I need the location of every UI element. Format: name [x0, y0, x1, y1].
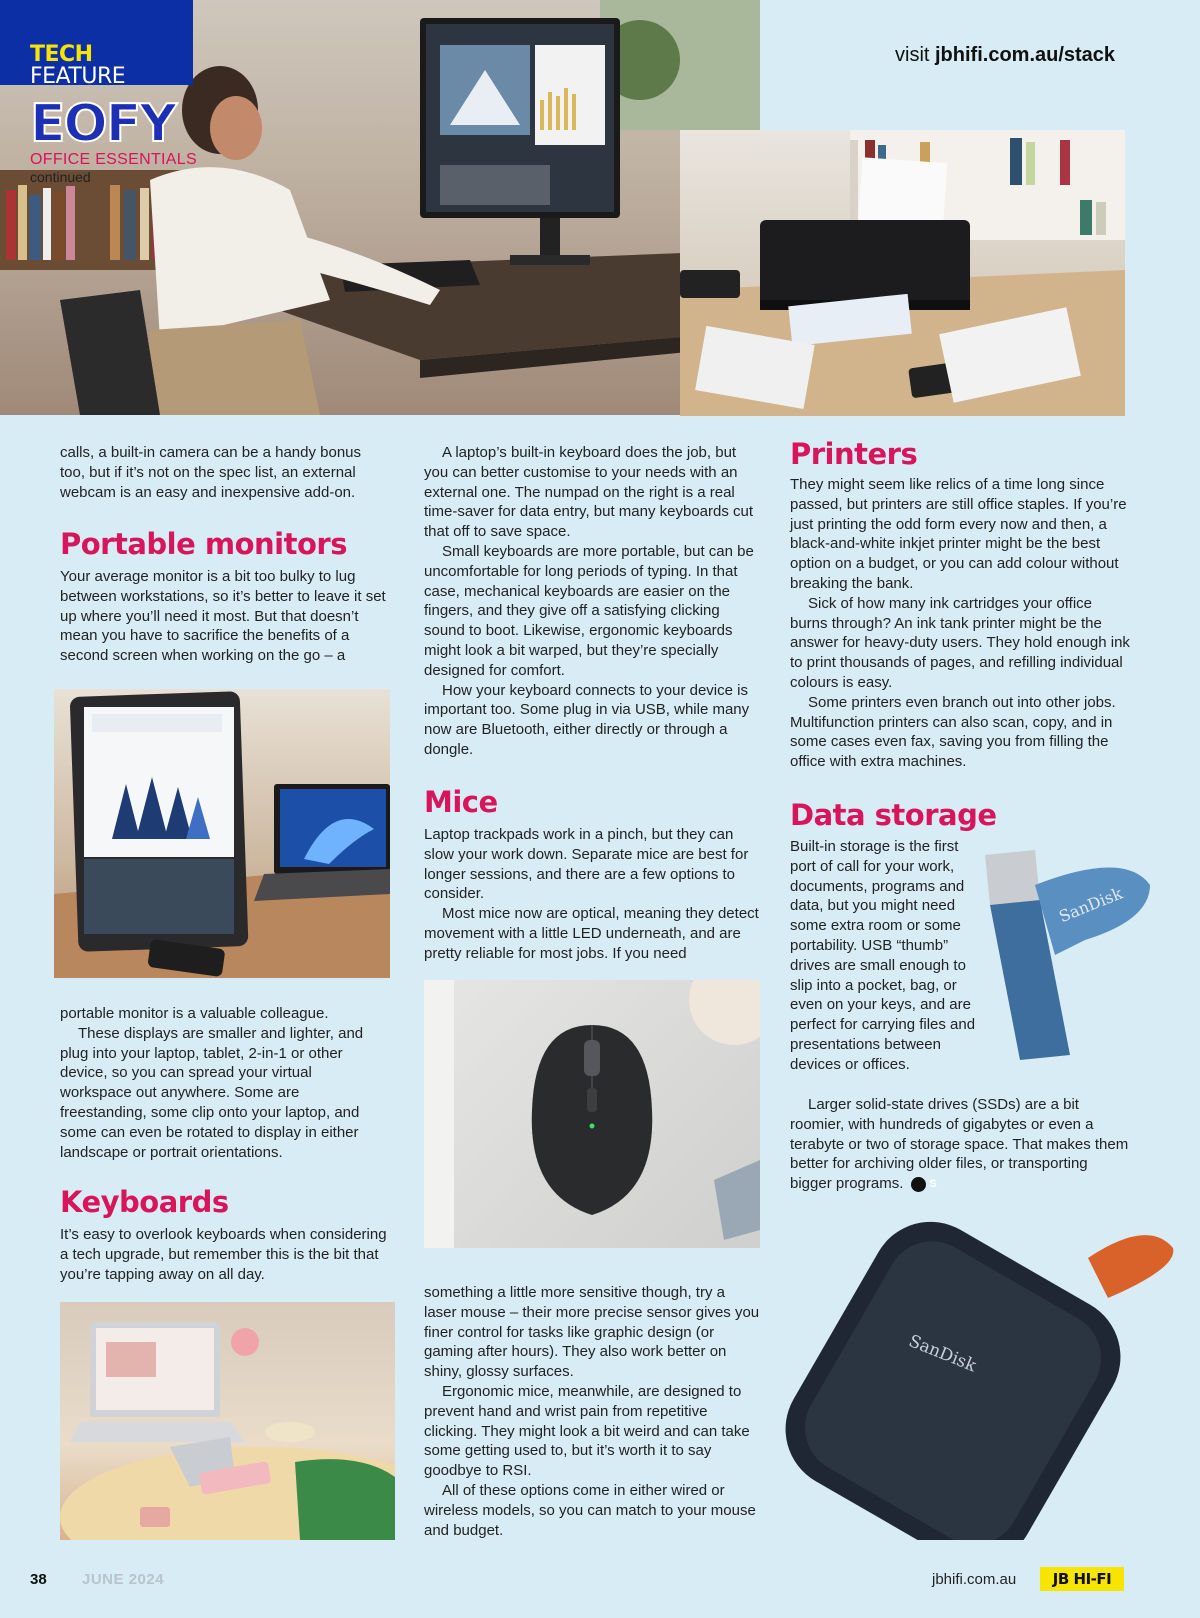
portable-paragraph-3: These displays are smaller and lighter, and plug into your laptop, tablet, 2-in-1 or other device, so you can spread your virtual workspace out anywhere. Some are freestanding, some clip onto your laptop, and some can even be rotated to display in either landscape or portrait orientations.: [60, 1024, 364, 1161]
visit-url: jbhifi.com.au/stack: [935, 44, 1116, 66]
usb-flash-drive-illustration: [975, 845, 1155, 1060]
keyboards-paragraph-1: It’s easy to overlook keyboards when considering a tech upgrade, but remember this is the bit that you’re tapping away on all day.: [60, 1226, 387, 1283]
mice-block-1: [424, 825, 760, 964]
portable-block-2: [60, 1004, 380, 1162]
usb-brand-label: SanDisk: [1056, 883, 1126, 927]
portable-monitor-photo: [54, 689, 390, 978]
mice-paragraph-5: All of these options come in either wired or wireless models, so you can match to your mouse and budget.: [424, 1481, 756, 1539]
portable-paragraph-1: Your average monitor is a bit too bulky to lug between workstations, so it’s better to leave it set up where you’ll need it most. But that doesn’t mean you have to sacrifice the benefits of a second screen when working on the go – a: [60, 568, 386, 665]
intro-paragraph: calls, a built-in camera can be a handy bonus too, but if it’s not on the spec list, an external webcam is an easy and inexpensive add-on.: [60, 444, 362, 501]
keyboards-paragraph-2: A laptop’s built-in keyboard does the job, but you can better customise to your needs with an external one. The numpad on the right is a real time-saver for data entry, but many keyboards cut that off to save space.: [424, 444, 754, 541]
portable-monitor-illustration: [54, 689, 390, 978]
tag-light: FEATURE: [30, 64, 126, 89]
portable-ssd-illustration: [778, 1218, 1183, 1540]
feature-subtitle: OFFICE ESSENTIALS: [30, 151, 197, 168]
mice-paragraph-4: Ergonomic mice, meanwhile, are designed to prevent hand and wrist pain from repetitive clicking. They might look a bit weird and can take some getting used to, but it’s worth it to say goodbye to RSI.: [424, 1382, 750, 1480]
mice-paragraph-3: something a little more sensitive though, try a laser mouse – their more precise sensor gives you finer control for tasks like graphic design (or gaming after hours). They also work better on shiny, glossy surfaces.: [424, 1284, 760, 1381]
issue-date: JUNE 2024: [82, 1571, 165, 1588]
storage-block-2: [790, 1095, 1130, 1194]
portable-paragraph-2: portable monitor is a valuable colleague.: [60, 1005, 329, 1022]
portable-block-1: [60, 567, 390, 666]
keyboard-photo: [60, 1302, 395, 1540]
storage-block-1: [790, 837, 980, 1075]
keyboards-paragraph-4: How your keyboard connects to your device is important too. Some plug in via USB, while many now are Bluetooth, either directly or through a dongle.: [424, 681, 750, 758]
end-mark-icon: S: [911, 1177, 926, 1192]
usb-flash-drive-photo: [975, 845, 1155, 1060]
ssd-brand-label: SanDisk: [905, 1331, 979, 1377]
tag-bold: TECH: [30, 42, 93, 67]
heading-printers: Printers: [790, 437, 918, 471]
col1-intro: [60, 443, 380, 502]
mouse-illustration: [424, 980, 760, 1248]
printers-block: [790, 475, 1130, 772]
printers-paragraph-1: They might seem like relics of a time long since passed, but printers are still office staples. If you’re just printing the odd form every now and then, a black-and-white inkjet printer might be the best option on a budget, or you can add colour without breaking the bank.: [790, 476, 1127, 592]
printers-paragraph-2: Sick of how many ink cartridges your office burns through? An ink tank printer might be the answer for heavy-duty users. They hold enough ink to print thousands of pages, and refilling individual colours is easy.: [790, 594, 1130, 691]
portable-ssd-photo: [778, 1218, 1183, 1540]
visit-link[interactable]: [895, 44, 1115, 67]
keyboard-illustration: [60, 1302, 395, 1540]
page-number: 38: [30, 1571, 47, 1588]
mice-paragraph-1: Laptop trackpads work in a pinch, but they can slow your work down. Separate mice are best for longer sessions, and there are a few options to consider.: [424, 826, 749, 903]
mice-block-2: [424, 1283, 760, 1540]
feature-title: EOFY: [30, 94, 175, 154]
heading-data-storage: Data storage: [790, 798, 997, 832]
printers-paragraph-3: Some printers even branch out into other jobs. Multifunction printers can also scan, copy, and in some cases even fax, saving you from filling the office with extra machines.: [790, 693, 1116, 771]
jbhifi-logo: JB HI-FI: [1040, 1567, 1124, 1591]
section-tag: [0, 0, 193, 89]
heading-portable-monitors: Portable monitors: [60, 527, 347, 561]
mice-paragraph-2: Most mice now are optical, meaning they detect movement with a little LED underneath, and are pretty reliable for most jobs. If you need: [424, 905, 759, 962]
printer-illustration: [680, 130, 1125, 416]
keyboards-block-1: [60, 1225, 390, 1284]
heading-keyboards: Keyboards: [60, 1185, 229, 1219]
printer-photo: [680, 130, 1125, 416]
keyboards-paragraph-3: Small keyboards are more portable, but can be uncomfortable for long periods of typing. In that case, mechanical keyboards are easier on the fingers, and they give off a satisfying clicking sound to boot. Likewise, ergonomic keyboards might look a bit warped, but they’re specially designed for comfort.: [424, 542, 754, 679]
storage-paragraph-1: Built-in storage is the first port of call for your work, documents, programs and data, but you might need some extra room or some portability. USB “thumb” drives are small enough to slip into a pocket, bag, or even on your keys, and are perfect for carrying files and presentations between devices or offices.: [790, 838, 976, 1073]
footer-site-link[interactable]: jbhifi.com.au: [932, 1571, 1017, 1588]
mouse-photo: [424, 980, 760, 1248]
visit-prefix: visit: [895, 44, 935, 66]
keyboards-block-2: [424, 443, 760, 760]
heading-mice: Mice: [424, 785, 498, 819]
storage-paragraph-2: Larger solid-state drives (SSDs) are a bit roomier, with hundreds of gigabytes or even a terabyte or two of storage space. That makes them better for archiving older files, or transporting bigger programs.: [790, 1096, 1129, 1193]
continued-label: continued: [30, 169, 91, 185]
